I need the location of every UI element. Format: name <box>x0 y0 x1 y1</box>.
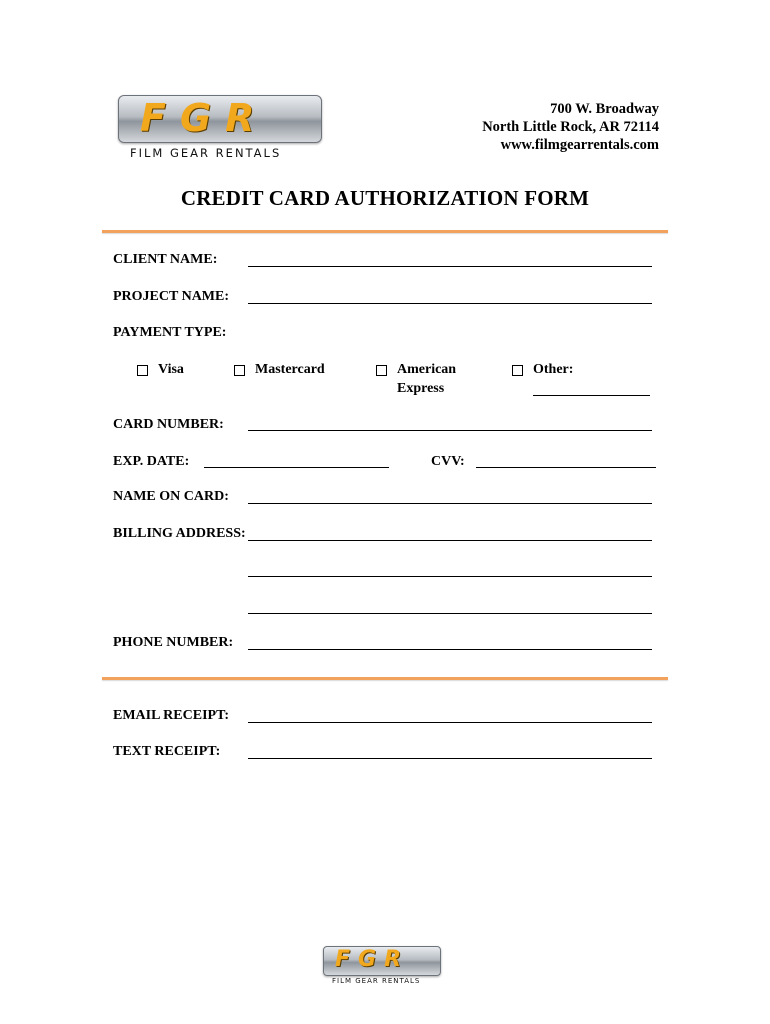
payment-type-label: PAYMENT TYPE: <box>113 325 227 340</box>
card-number-field[interactable] <box>248 430 652 431</box>
text-receipt-label: TEXT RECEIPT: <box>113 744 221 759</box>
other-label: Other: <box>533 362 574 377</box>
email-receipt-field[interactable] <box>248 722 652 723</box>
footer-logo-subtitle: FILM GEAR RENTALS <box>332 977 421 985</box>
footer-logo <box>323 946 441 988</box>
exp-date-label: EXP. DATE: <box>113 454 190 469</box>
billing-address-label: BILLING ADDRESS: <box>113 526 246 541</box>
text-receipt-field[interactable] <box>248 758 652 759</box>
mastercard-checkbox[interactable] <box>234 365 245 376</box>
phone-number-label: PHONE NUMBER: <box>113 635 234 650</box>
address-line-2: North Little Rock, AR 72114 <box>482 119 659 135</box>
company-address <box>482 100 659 154</box>
logo-subtitle: FILM GEAR RENTALS <box>130 146 282 160</box>
logo-letters: FGR <box>140 96 269 140</box>
address-line-1: 700 W. Broadway <box>550 101 659 117</box>
cvv-field[interactable] <box>476 467 656 468</box>
visa-label: Visa <box>158 362 184 377</box>
other-field[interactable] <box>533 395 650 396</box>
amex-checkbox[interactable] <box>376 365 387 376</box>
top-divider <box>102 230 668 233</box>
project-name-label: PROJECT NAME: <box>113 289 230 304</box>
header-logo <box>118 95 322 161</box>
billing-address-field-1[interactable] <box>248 540 652 541</box>
form-title: CREDIT CARD AUTHORIZATION FORM <box>180 186 590 210</box>
client-name-label: CLIENT NAME: <box>113 252 218 267</box>
bottom-divider <box>102 677 668 680</box>
billing-address-field-3[interactable] <box>248 613 652 614</box>
other-checkbox[interactable] <box>512 365 523 376</box>
cvv-label: CVV: <box>431 454 465 469</box>
website-link[interactable]: www.filmgearrentals.com <box>500 137 659 153</box>
email-receipt-label: EMAIL RECEIPT: <box>113 708 230 723</box>
card-number-label: CARD NUMBER: <box>113 417 224 432</box>
name-on-card-field[interactable] <box>248 503 652 504</box>
client-name-field[interactable] <box>248 266 652 267</box>
billing-address-field-2[interactable] <box>248 576 652 577</box>
exp-date-field[interactable] <box>204 467 389 468</box>
project-name-field[interactable] <box>248 303 652 304</box>
name-on-card-label: NAME ON CARD: <box>113 489 229 504</box>
amex-label-line-2: Express <box>397 381 445 396</box>
footer-logo-letters: FGR <box>335 947 410 972</box>
phone-number-field[interactable] <box>248 649 652 650</box>
amex-label-line-1: American <box>397 362 457 377</box>
mastercard-label: Mastercard <box>255 362 325 377</box>
visa-checkbox[interactable] <box>137 365 148 376</box>
